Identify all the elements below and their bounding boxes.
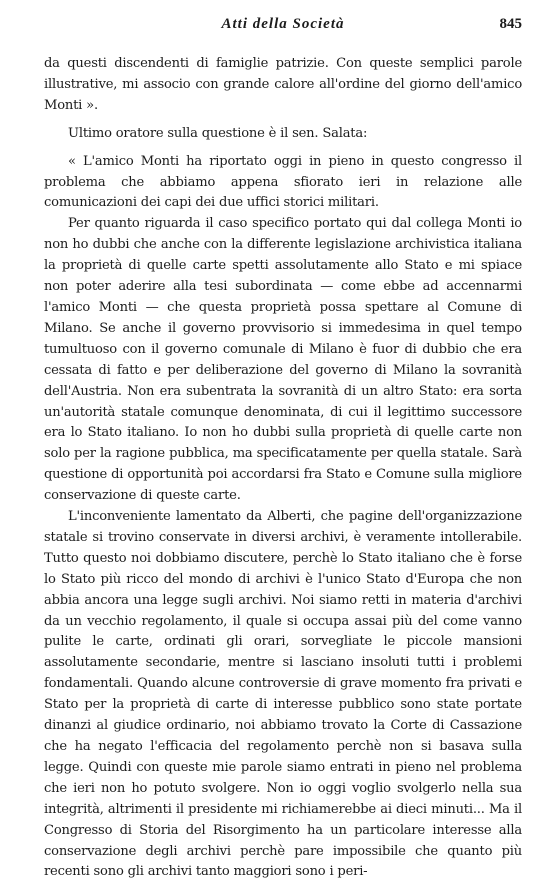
page-header — [44, 16, 522, 36]
body-text — [44, 54, 522, 883]
running-title: Atti della Società — [221, 16, 345, 32]
page-number: 845 — [499, 16, 522, 32]
paragraph-quote-opening: « L'amico Monti ha riportato oggi in pieno in questo congresso il problema che abbiamo appena sfiorato ieri in relazione alle comunicazioni dei capi dei due uffici storici militari. — [44, 153, 522, 211]
paragraph-property-argument: Per quanto riguarda il caso specifico portato qui dal collega Monti io non ho dubbi che anche con la differente legislazione archivistica italiana la proprietà di quelle carte spetti assolutamente allo Stato e mi spiace non poter aderire alla tesi subordinata — come ebbe ad accennarmi l'amico Monti — che questa proprietà possa spettare al Comune di Milano. Se anche il governo provvisorio si immedesima in quel tempo tumultuoso con il governo comunale di Milano è fuor di dubbio che era cessata di fatto e per deliberazione del governo di Milano la sovranità dell'Austria. Non era subentrata la sovranità di un altro Stato: era sorta un'autorità statale comunque denominata, di cui il legittimo successore era lo Stato italiano. Io non ho dubbi sulla proprietà di quelle carte non solo per la ragione pubblica, ma specificatamente per quella statale. Sarà questione di opportunità poi accordarsi fra Stato e Comune sulla migliore conservazione di queste carte. — [44, 216, 522, 504]
paragraph-continuation: da questi discendenti di famiglie patrizie. Con queste semplici parole illustrative, mi associo con grande calore all'ordine del giorno dell'amico Monti ». — [44, 56, 522, 113]
paragraph-archives-problem: L'inconveniente lamentato da Alberti, che pagine dell'organizzazione statale si trovino conservate in diversi archivi, è veramente intollerabile. Tutto questo noi dobbiamo discutere, perchè lo Stato italiano che è forse lo Stato più ricco del mondo di archivi è l'unico Stato d'Europa che non abbia ancora una legge sugli archivi. Noi siamo retti in materia d'archivi da un vecchio regolamento, il quale si occupa assai più del come vanno pulite le carte, ordinati gli orari, sorvegliate le piccole mansioni assolutamente secondarie, mentre si lasciano insoluti tutti i problemi fondamentali. Quando alcune controversie di grave momento fra privati e Stato per la proprietà di carte di interesse pubblico sono state portate dinanzi al giudice ordinario, noi abbiamo trovato la Corte di Cassazione che ha negato l'efficacia del regolamento perchè non si basava sulla legge. Quindi con queste mie parole siamo entrati in pieno nel problema che ieri non ho potuto svolgere. Non io oggi voglio svolgerlo nella sua integrità, altrimenti il presidente mi richiamerebbe ai dieci minuti... Ma il Congresso di Storia del Risorgimento ha un particolare interesse alla conservazione degli archivi perchè pare impossibile che quanto più recenti sono gli archivi tanto maggiori sono i peri- — [44, 509, 522, 880]
paragraph-speaker-intro: Ultimo oratore sulla questione è il sen. Salata: — [68, 125, 368, 141]
